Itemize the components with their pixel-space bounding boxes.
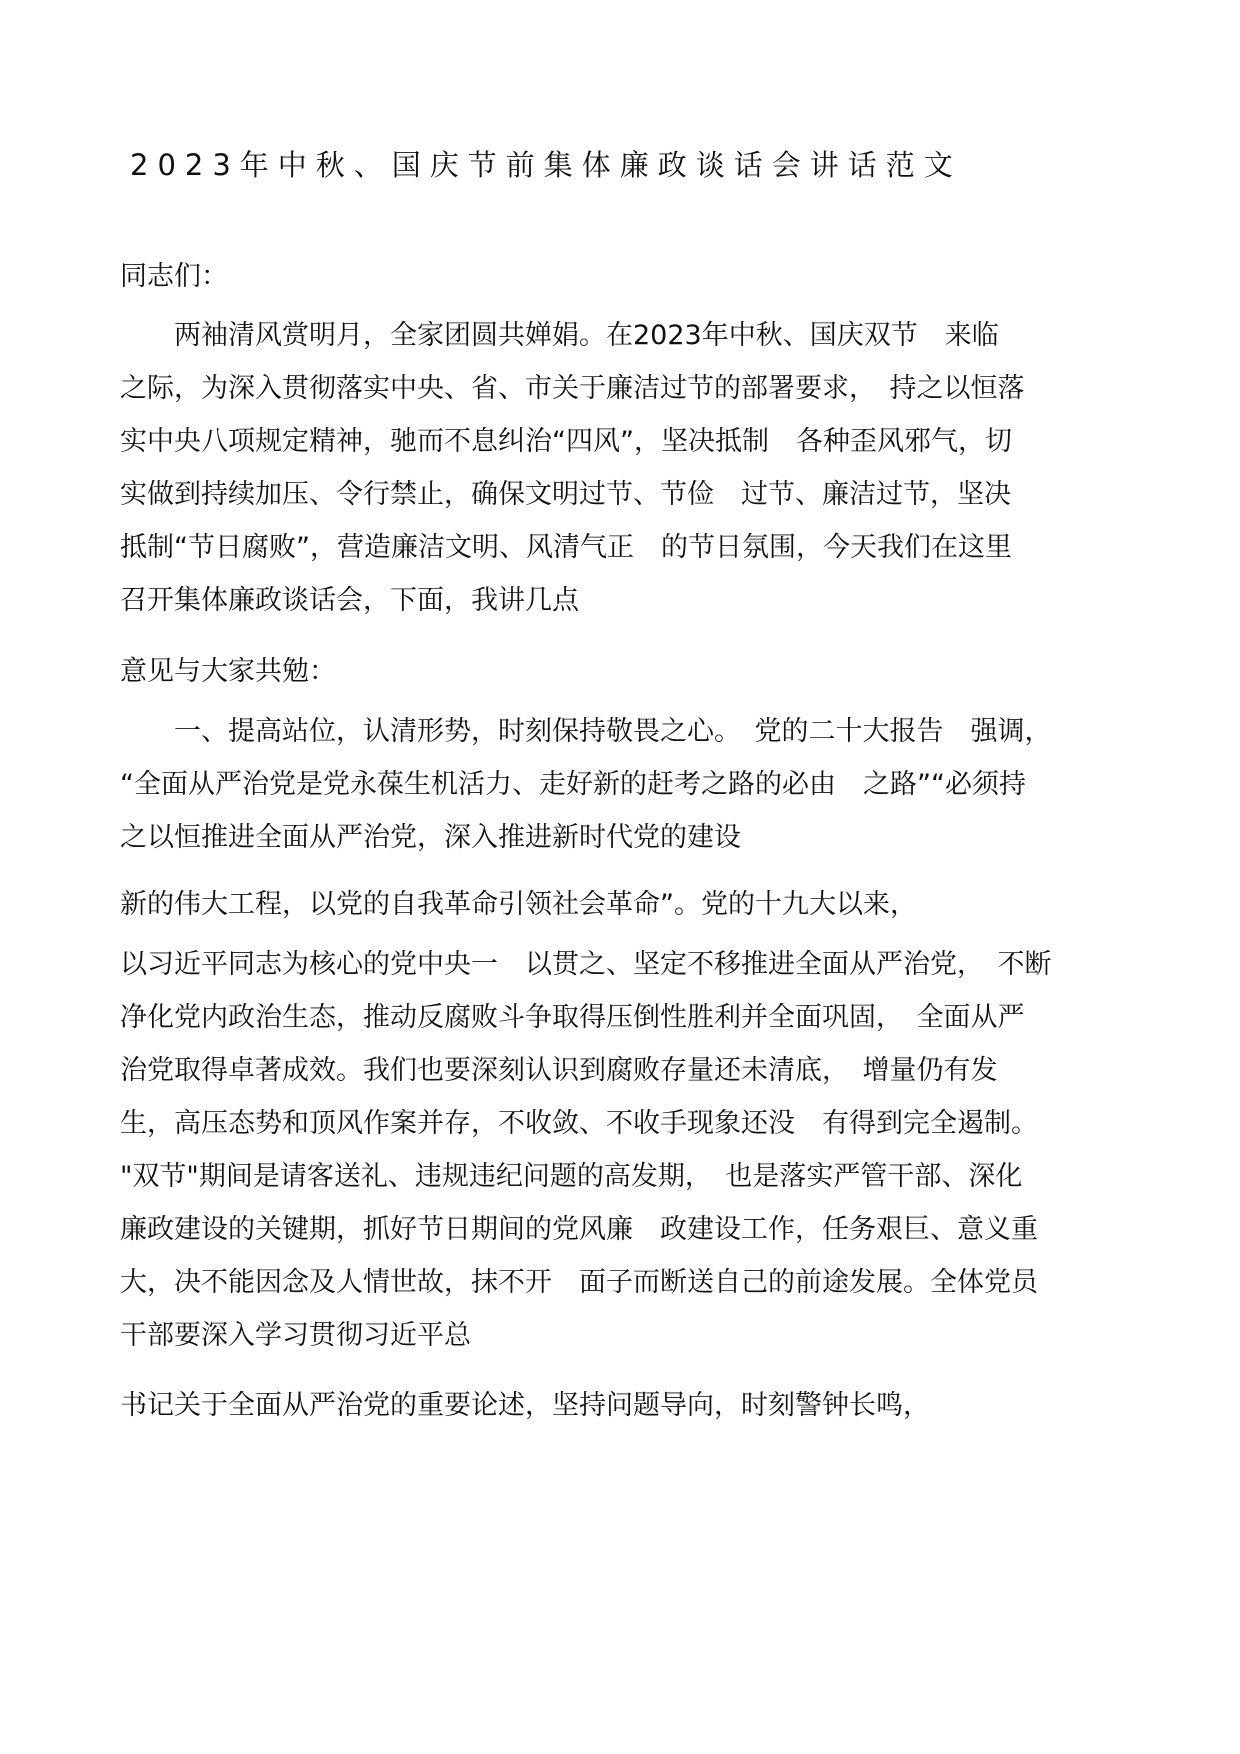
text-line: 之际，为深入贯彻落实中央、省、市关于廉洁过节的部署要求， 持之以恒落 bbox=[120, 373, 1025, 404]
text-line: 大，决不能因念及人情世故，抹不开 面子而断送自己的前途发展。全体党员 bbox=[120, 1267, 1038, 1298]
document-title: 2023年中秋、国庆节前集体廉政谈话会讲话范文 bbox=[130, 148, 962, 182]
text-line: 干部要深入学习贯彻习近平总 bbox=[120, 1320, 471, 1351]
text-line: 书记关于全面从严治党的重要论述，坚持问题导向，时刻警钟长鸣， bbox=[120, 1390, 930, 1421]
text-line: 之以恒推进全面从严治党，深入推进新时代党的建设 bbox=[120, 822, 741, 853]
text-line: 新的伟大工程，以党的自我革命引领社会革命”。党的十九大以来， bbox=[120, 889, 917, 920]
text-line: 生，高压态势和顶风作案并存，不收敛、不收手现象还没 有得到完全遏制。 bbox=[120, 1108, 1038, 1139]
text-line: 同志们： bbox=[120, 261, 228, 292]
text-line: 两袖清风赏明月，全家团圆共婵娟。在2023年中秋、国庆双节 来临 bbox=[120, 320, 999, 351]
text-line: 召开集体廉政谈话会，下面，我讲几点 bbox=[120, 585, 579, 616]
text-line: 实做到持续加压、令行禁止，确保文明过节、节俭 过节、廉洁过节，坚决 bbox=[120, 479, 1011, 510]
text-line: 净化党内政治生态，推动反腐败斗争取得压倒性胜利并全面巩固， 全面从严 bbox=[120, 1002, 1025, 1033]
text-line: 治党取得卓著成效。我们也要深刻认识到腐败存量还未清底， 增量仍有发 bbox=[120, 1055, 998, 1086]
text-line: 一、提高站位，认清形势，时刻保持敬畏之心。 党的二十大报告 强调， bbox=[120, 716, 1052, 747]
text-line: “全面从严治党是党永葆生机活力、走好新的赶考之路的必由 之路”“必须持 bbox=[120, 769, 1026, 800]
text-line: 实中央八项规定精神，驰而不息纠治“四风”，坚决抵制 各种歪风邪气，切 bbox=[120, 426, 1012, 457]
text-line: "双节"期间是请客送礼、违规违纪问题的高发期， 也是落实严管干部、深化 bbox=[120, 1161, 1023, 1192]
text-line: 意见与大家共勉： bbox=[120, 656, 336, 687]
text-line: 以习近平同志为核心的党中央一 以贯之、坚定不移推进全面从严治党， 不断 bbox=[120, 949, 1052, 980]
text-line: 抵制“节日腐败”，营造廉洁文明、风清气正 的节日氛围，今天我们在这里 bbox=[120, 532, 1012, 563]
text-line: 廉政建设的关键期，抓好节日期间的党风廉 政建设工作，任务艰巨、意义重 bbox=[120, 1214, 1038, 1245]
